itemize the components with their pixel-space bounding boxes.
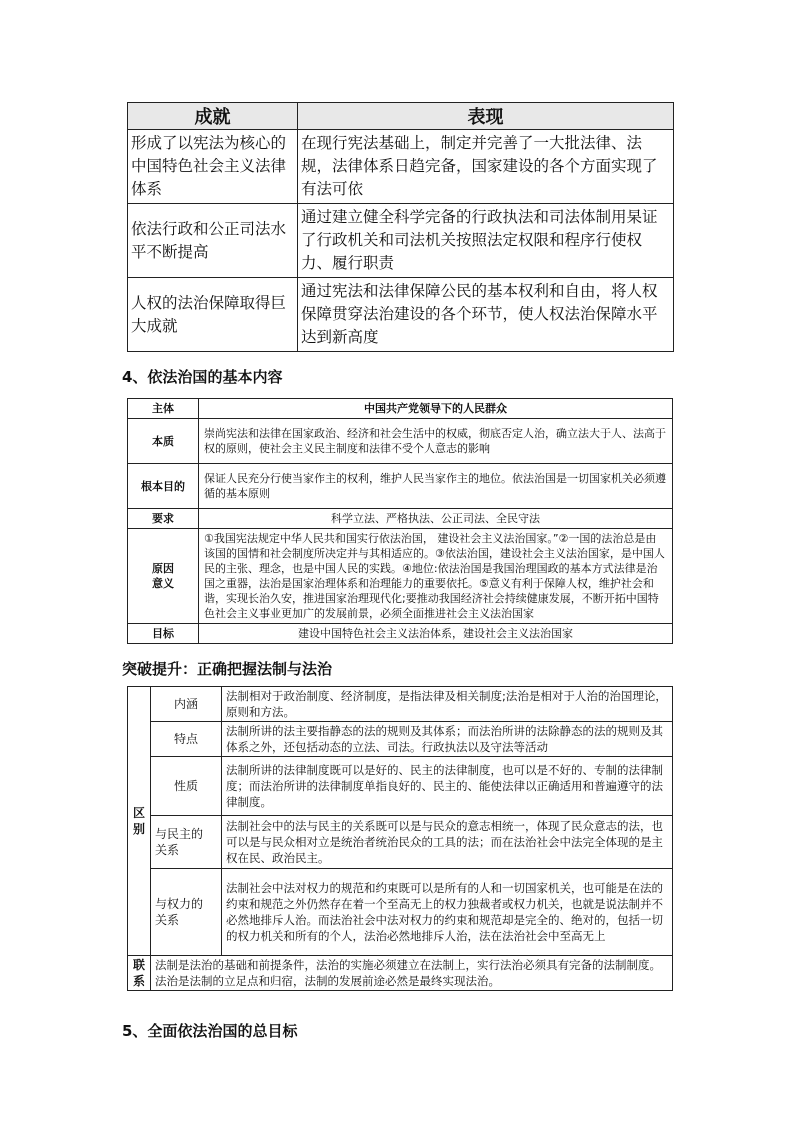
table-row [128, 816, 673, 869]
table-row [128, 130, 674, 204]
link-label: 联 系 [128, 956, 151, 991]
row-label: 要求 [128, 509, 199, 529]
table-row [128, 529, 673, 624]
row-value: 建设中国特色社会主义法治体系，建设社会主义法治国家 [199, 624, 673, 644]
row-value: 保证人民充分行使当家作主的权利，维护人民当家作主的地位。依法治国是一切国家机关必须遵循的基本原则 [199, 464, 673, 509]
performance-cell: 通过宪法和法律保障公民的基本权利和自由，将人权保障贯穿法治建设的各个环节，使人权法治保障水平达到新高度 [298, 278, 674, 352]
table-row [128, 956, 673, 991]
table-row [128, 624, 673, 644]
table-row [128, 509, 673, 529]
legal-system-vs-rule-of-law-table [127, 686, 673, 991]
row-value: 科学立法、严格执法、公正司法、全民守法 [199, 509, 673, 529]
row-value: 法制社会中的法与民主的关系既可以是与民众的意志相统一，体现了民众意志的法，也可以是与民众相对立是统治者统治民众的工具的法；而在法治社会中法完全体现的是主权在民、政治民主。 [222, 816, 673, 869]
achievement-cell: 人权的法治保障取得巨大成就 [128, 278, 298, 352]
row-label: 与权力的 关系 [151, 869, 222, 956]
table-row [128, 278, 674, 352]
row-label: 目标 [128, 624, 199, 644]
achievement-cell: 依法行政和公正司法水平不断提高 [128, 204, 298, 278]
table-row [128, 869, 673, 956]
achievement-cell: 形成了以宪法为核心的中国特色社会主义法律体系 [128, 130, 298, 204]
row-label: 原因 意义 [128, 529, 199, 624]
table-row [128, 204, 674, 278]
table-row [128, 757, 673, 816]
performance-cell: 通过建立健全科学完备的行政执法和司法体制用杲证了行政机关和司法机关按照法定权限和程序行使权力、履行职责 [298, 204, 674, 278]
row-value: 法制所讲的法主要指静态的法的规则及其体系；而法治所讲的法除静态的法的规则及其体系之外，还包括动态的立法、司法。行政执法以及守法等活动 [222, 722, 673, 757]
performance-cell: 在现行宪法基础上，制定并完善了一大批法律、法规，法律体系日趋完备，国家建设的各个方面实现了有法可依 [298, 130, 674, 204]
section-heading-4: 4、依法治国的基本内容 [122, 368, 283, 386]
basic-content-table [127, 398, 673, 644]
row-value: 崇尚宪法和法律在国家政治、经济和社会生活中的权威，彻底否定人治，确立法大于人、法高于权的原则，使社会主义民主制度和法律不受个人意志的影响 [199, 419, 673, 464]
table-row [128, 687, 673, 722]
section-heading-5: 5、全面依法治国的总目标 [122, 1022, 298, 1040]
table-row [128, 419, 673, 464]
achievements-table [127, 102, 674, 352]
row-label: 与民主的 关系 [151, 816, 222, 869]
row-value: 法制社会中法对权力的规范和约束既可以是所有的人和一切国家机关，也可能是在法的约束和规范之外仍然存在着一个至高无上的权力独裁者或权力机关，也就是说法制并不必然地排斥人治。而法治社会中法对权力的约束和规范却是完全的、绝对的，包括一切的权力机关和所有的个人，法治必然地排斥人治，法在法治社会中至高无上 [222, 869, 673, 956]
difference-group-label: 区 别 [128, 687, 151, 956]
row-label: 主体 [128, 399, 199, 419]
row-label: 内涵 [151, 687, 222, 722]
link-value: 法制是法治的基础和前提条件，法治的实施必须建立在法制上，实行法治必须具有完备的法制制度。法治是法制的立足点和归宿，法制的发展前途必然是最终实现法治。 [151, 956, 673, 991]
table-row [128, 464, 673, 509]
row-value: 法制所讲的法律制度既可以是好的、民主的法律制度，也可以是不好的、专制的法律制度；而法治所讲的法律制度单指良好的、民主的、能使法律以正确适用和普遍遵守的法律制度。 [222, 757, 673, 816]
breakthrough-heading: 突破提升：正确把握法制与法治 [122, 660, 333, 678]
header-achievement: 成就 [128, 103, 298, 130]
row-label: 性质 [151, 757, 222, 816]
row-value: ①我国宪法规定中华人民共和国实行依法治国， 建设社会主义法治国家。”②一国的法治总是由该国的国情和社会制度所决定并与其相适应的。③依法治国，建设社会主义法治国家，是中国人民的主张、理念，也是中国人民的实践。④地位:依法治国是我国治理国政的基本方式法律是治国之重器，法治是国家治理体系和治理能力的重要依托。⑤意义有利于保障人权，维护社会和谐，实现长治久安，推进国家治理现代化;要推动我国经济社会持续健康发展，不断开拓中国特色社会主义事业更加广的发展前景，必须全面推进社会主义法治国家 [199, 529, 673, 624]
row-label: 特点 [151, 722, 222, 757]
table-row [128, 399, 673, 419]
row-value: 中国共产党领导下的人民群众 [199, 399, 673, 419]
table-row [128, 722, 673, 757]
header-performance: 表现 [298, 103, 674, 130]
row-value: 法制相对于政治制度、经济制度，是指法律及相关制度;法治是相对于人治的治国理论，原则和方法。 [222, 687, 673, 722]
row-label: 本质 [128, 419, 199, 464]
row-label: 根本目的 [128, 464, 199, 509]
